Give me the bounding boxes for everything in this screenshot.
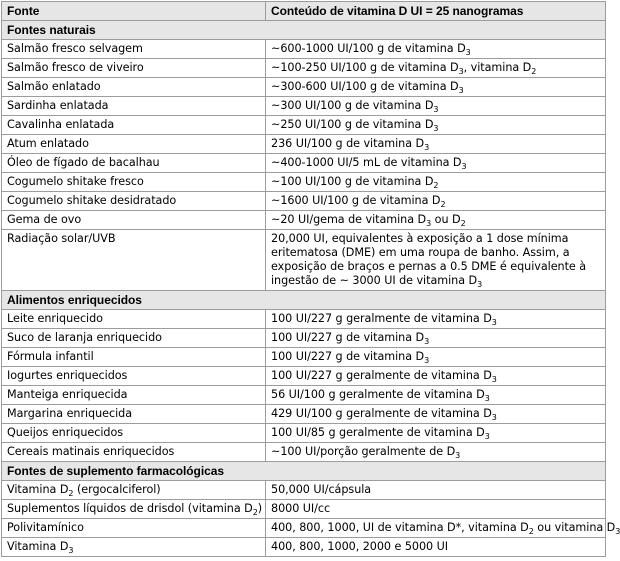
table-row (2, 481, 606, 500)
text-fragment: (ergocalciferol) (73, 483, 161, 496)
table-row (2, 116, 606, 135)
text-fragment: Salmão fresco de viveiro (7, 61, 144, 74)
text-fragment: 100 UI/227 g de vitamina D (271, 331, 425, 344)
content-cell (266, 386, 606, 405)
subscript: 3 (433, 124, 439, 133)
text-fragment: Margarina enriquecida (7, 407, 133, 420)
text-fragment: ou vitamina D (533, 521, 616, 534)
content-cell (266, 443, 606, 462)
source-cell (2, 538, 266, 557)
content-cell (266, 154, 606, 173)
table-row (2, 424, 606, 443)
content-cell (266, 59, 606, 78)
subscript: 3 (465, 48, 471, 57)
content-cell (266, 135, 606, 154)
table-row (2, 386, 606, 405)
source-cell (2, 500, 266, 519)
header-content: Conteúdo de vitamina D UI = 25 nanogramas (266, 2, 606, 21)
content-cell (266, 230, 606, 291)
table-row (2, 538, 606, 557)
source-cell (2, 424, 266, 443)
text-fragment: Suco de laranja enriquecido (7, 331, 162, 344)
text-fragment: Leite enriquecido (7, 312, 103, 325)
subscript: 2 (252, 508, 258, 517)
text-fragment: Salmão enlatado (7, 80, 101, 93)
text-fragment: Cogumelo shitake desidratado (7, 194, 177, 207)
content-cell (266, 405, 606, 424)
text-fragment: Queijos enriquecidos (7, 426, 124, 439)
content-cell (266, 367, 606, 386)
source-cell (2, 310, 266, 329)
table-row (2, 192, 606, 211)
vitamin-d-sources-table (1, 1, 620, 557)
header-source: Fonte (2, 2, 266, 21)
table-row (2, 230, 606, 291)
subscript: 2 (531, 67, 537, 76)
table-row (2, 173, 606, 192)
source-cell (2, 348, 266, 367)
subscript: 3 (68, 546, 74, 555)
text-fragment: 56 UI/100 g geralmente de vitamina D (271, 388, 485, 401)
table-row (2, 367, 606, 386)
text-fragment: 20,000 UI, equivalentes à exposição a 1 dose mínima eritematosa (DME) em uma roupa de banho. Assim, a exposição de braços e pernas a 0.5 DME é equivalente à ingestão de ~ 3000 UI de vitamina D (271, 232, 587, 287)
source-cell (2, 78, 266, 97)
section-title: Fontes de suplemento farmacológicas (2, 462, 606, 481)
subscript: 3 (424, 143, 430, 152)
text-fragment: Sardinha enlatada (7, 99, 109, 112)
content-cell (266, 211, 606, 230)
text-fragment: , vitamina D (463, 61, 532, 74)
text-fragment: Fórmula infantil (7, 350, 94, 363)
content-cell (266, 116, 606, 135)
text-fragment: Iogurtes enriquecidos (7, 369, 128, 382)
content-cell (266, 538, 606, 557)
text-fragment: Vitamina D (7, 540, 69, 553)
subscript: 2 (460, 219, 466, 228)
source-cell (2, 59, 266, 78)
text-fragment: ~100-250 UI/100 g de vitamina D (271, 61, 459, 74)
text-fragment: 400, 800, 1000, UI de vitamina D*, vitamina D (271, 521, 529, 534)
text-fragment: 8000 UI/cc (271, 502, 331, 515)
table-row (2, 59, 606, 78)
text-fragment: ~250 UI/100 g de vitamina D (271, 118, 434, 131)
source-cell (2, 329, 266, 348)
table-row (2, 519, 606, 538)
text-fragment: ~300-600 UI/100 g de vitamina D (271, 80, 459, 93)
text-fragment: ou D (431, 213, 461, 226)
source-cell (2, 97, 266, 116)
text-fragment: ~400-1000 UI/5 mL de vitamina D (271, 156, 462, 169)
section-header-row (2, 462, 606, 481)
source-cell (2, 211, 266, 230)
section-title: Alimentos enriquecidos (2, 291, 606, 310)
subscript: 3 (455, 451, 461, 460)
header-row (2, 2, 606, 21)
subscript: 3 (491, 413, 497, 422)
subscript: 3 (424, 356, 430, 365)
subscript: 3 (426, 219, 432, 228)
table-body (2, 2, 620, 557)
text-fragment: ~100 UI/porção geralmente de D (271, 445, 456, 458)
text-fragment: Cereais matinais enriquecidos (7, 445, 175, 458)
text-fragment: ~300 UI/100 g de vitamina D (271, 99, 434, 112)
source-cell (2, 481, 266, 500)
text-fragment: 236 UI/100 g de vitamina D (271, 137, 425, 150)
subscript: 3 (477, 280, 483, 289)
text-fragment: Salmão fresco selvagem (7, 42, 143, 55)
text-fragment: Gema de ovo (7, 213, 82, 226)
subscript: 3 (484, 432, 490, 441)
content-cell (266, 173, 606, 192)
text-fragment: ~1600 UI/100 g de vitamina D (271, 194, 441, 207)
source-cell (2, 519, 266, 538)
content-cell (266, 310, 606, 329)
content-cell (266, 519, 620, 538)
subscript: 3 (458, 86, 464, 95)
source-cell (2, 116, 266, 135)
text-fragment: 100 UI/85 g geralmente de vitamina D (271, 426, 485, 439)
table-row (2, 405, 606, 424)
section-title: Fontes naturais (2, 21, 606, 40)
text-fragment: Cavalinha enlatada (7, 118, 115, 131)
content-cell (266, 192, 606, 211)
text-fragment: 400, 800, 1000, 2000 e 5000 UI (271, 540, 448, 553)
content-cell (266, 329, 606, 348)
source-cell (2, 443, 266, 462)
subscript: 3 (461, 162, 467, 171)
subscript: 3 (424, 337, 430, 346)
content-cell (266, 424, 606, 443)
text-fragment: Manteiga enriquecida (7, 388, 128, 401)
table-row (2, 40, 606, 59)
table-row (2, 97, 606, 116)
content-cell (266, 40, 606, 59)
content-cell (266, 78, 606, 97)
subscript: 3 (484, 394, 490, 403)
source-cell (2, 230, 266, 291)
text-fragment: 50,000 UI/cápsula (271, 483, 372, 496)
text-fragment: ~600-1000 UI/100 g de vitamina D (271, 42, 466, 55)
text-fragment: 100 UI/227 g geralmente de vitamina D (271, 369, 492, 382)
source-cell (2, 135, 266, 154)
text-fragment: ) (257, 502, 263, 515)
content-cell (266, 481, 606, 500)
source-cell (2, 40, 266, 59)
text-fragment: 429 UI/100 g geralmente de vitamina D (271, 407, 492, 420)
text-fragment: Vitamina D (7, 483, 69, 496)
text-fragment: ~100 UI/100 g de vitamina D (271, 175, 434, 188)
subscript: 3 (458, 67, 464, 76)
source-cell (2, 173, 266, 192)
text-fragment: Radiação solar/UVB (7, 232, 116, 245)
subscript: 3 (491, 375, 497, 384)
text-fragment: ~20 UI/gema de vitamina D (271, 213, 427, 226)
table-row (2, 154, 606, 173)
content-cell (266, 348, 606, 367)
subscript: 2 (433, 181, 439, 190)
table-row (2, 211, 606, 230)
source-cell (2, 154, 266, 173)
subscript: 2 (440, 200, 446, 209)
text-fragment: Cogumelo shitake fresco (7, 175, 144, 188)
subscript: 3 (615, 527, 620, 536)
text-fragment: Atum enlatado (7, 137, 89, 150)
text-fragment: 100 UI/227 g de vitamina D (271, 350, 425, 363)
text-fragment: Suplementos líquidos de drisdol (vitamina D (7, 502, 253, 515)
table-row (2, 78, 606, 97)
subscript: 2 (528, 527, 534, 536)
source-cell (2, 386, 266, 405)
section-header-row (2, 21, 606, 40)
table-row (2, 500, 606, 519)
content-cell (266, 500, 606, 519)
source-cell (2, 405, 266, 424)
source-cell (2, 192, 266, 211)
table-row (2, 443, 606, 462)
table-row (2, 348, 606, 367)
subscript: 3 (433, 105, 439, 114)
subscript: 2 (68, 489, 74, 498)
text-fragment: Óleo de fígado de bacalhau (7, 156, 160, 169)
text-fragment: 100 UI/227 g geralmente de vitamina D (271, 312, 492, 325)
table-row (2, 329, 606, 348)
subscript: 3 (491, 318, 497, 327)
source-cell (2, 367, 266, 386)
text-fragment: Polivitamínico (7, 521, 84, 534)
table-row (2, 135, 606, 154)
table-row (2, 310, 606, 329)
section-header-row (2, 291, 606, 310)
content-cell (266, 97, 606, 116)
